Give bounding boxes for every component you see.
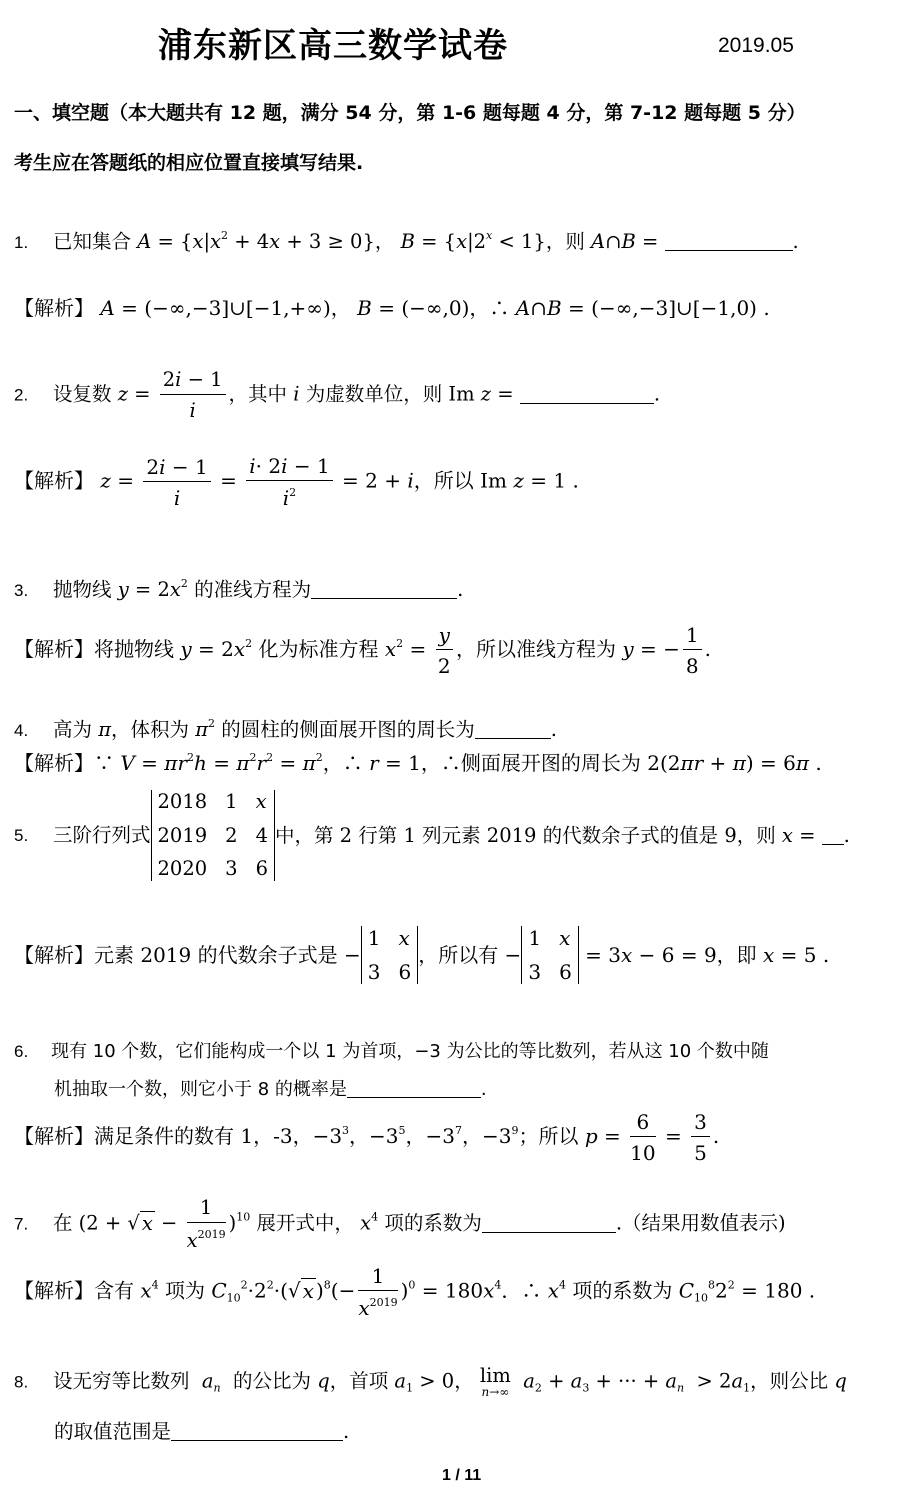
solution-label: 【解析】 — [14, 943, 94, 967]
solution-label: 【解析】 — [14, 296, 94, 320]
solution-1: 【解析】 A = (−∞,−3]∪[−1,+∞)， B = (−∞,0)，∴ A∩B = (−∞,−3]∪[−1,0) . — [14, 296, 770, 320]
solution-6: 【解析】满足条件的数有 1，-3，$-3^3$，$-3^5$，$-3^7$，$-3^9$；所以 p = $\frac{6}{10}$ = $\frac{3}{5}$ . — [14, 1110, 720, 1165]
answer-blank — [171, 1422, 343, 1441]
answer-blank — [475, 720, 551, 739]
page-number: 1 / 11 — [442, 1467, 482, 1484]
answer-blank — [520, 385, 654, 404]
question-8-line-2: 的取值范围是 . — [54, 1420, 350, 1443]
question-4: 4. 高为 π，体积为 $\pi^2$ 的圆柱的侧面展开图的周长为 . — [14, 717, 557, 741]
solution-7: 【解析】含有 $x^4$ 项为 $C_{10}^2\cdot 2^2\cdot(√$ x )$^8$(− $\frac{1}{x^{2019}}$ )$^0 = 180x^4$．∴ $x^4$ 项的系数为 $C_{10}^82^2 = 180$ . — [14, 1264, 816, 1320]
section-heading: 一、填空题（本大题共有 12 题，满分 54 分，第 1-6 题每题 4 分，第 7-12 题每题 5 分） — [14, 102, 806, 124]
question-number: 2. — [14, 385, 29, 405]
answer-blank — [347, 1079, 481, 1098]
determinant-2x2: 1 x 3 6 — [521, 926, 578, 984]
solution-3: 【解析】将抛物线 $y = 2x^2$ 化为标准方程 $x^2$ = $\frac{y}{2}$ ，所以准线方程为 y = − $\frac{1}{8}$ . — [14, 623, 711, 678]
question-6-line-2: 机抽取一个数，则它小于 8 的概率是 . — [54, 1079, 487, 1100]
question-number: 7. — [14, 1214, 29, 1234]
solution-2: 【解析】 z = $\frac{2i - 1}{i}$ = $\frac{i\cdot 2i - 1}{i^2}$ = 2 + i，所以 Im z = 1 . — [14, 454, 579, 510]
determinant-3x3: 2018 1 x 2019 2 4 2020 3 6 — [151, 790, 275, 881]
solution-label: 【解析】 — [14, 1278, 94, 1303]
question-number: 1. — [14, 233, 29, 252]
question-7: 7. 在 (2 + √ x − $\frac{1}{x^{2019}}$ )$^{10}$ 展开式中， $x^4$ 项的系数为 .（结果用数值表示) — [14, 1196, 786, 1252]
answer-blank — [822, 826, 844, 845]
exam-date: 2019.05 — [718, 34, 794, 57]
page-title: 浦东新区高三数学试卷 — [158, 26, 508, 66]
question-1: 1. 已知集合 $A = \{x|x^2 + 4x + 3 \ge 0\}$， $B = \{x|2^x < 1\}$，则 A∩B = . — [14, 229, 799, 253]
question-6 — [14, 1043, 769, 1061]
question-number: 4. — [14, 721, 29, 740]
question-text: 现有 10 个数，它们能构成一个以 1 为首项，−3 为公比的等比数列，若从这 10 个数中随 — [51, 1041, 769, 1062]
determinant-2x2: 1 x 3 6 — [361, 926, 418, 984]
answer-blank — [311, 580, 457, 599]
question-3: 3. 抛物线 $y = 2x^2$ 的准线方程为 . — [14, 577, 464, 601]
solution-label: 【解析】 — [14, 468, 94, 493]
question-5: 5. 三阶行列式 2018 1 x 2019 2 4 2020 3 6 中，第 2 行第 1 列元素 2019 的代数余子式的值是 9，则 x = . — [14, 790, 850, 880]
section-instruction: 考生应在答题纸的相应位置直接填写结果. — [14, 152, 364, 174]
solution-5: 【解析】元素 2019 的代数余子式是 − 1 x 3 6 ，所以有 − 1 x 3 6 = 3x − 6 = 9，即 x = 5 . — [14, 926, 830, 984]
solution-label: 【解析】 — [14, 1124, 94, 1148]
solution-label: 【解析】 — [14, 751, 94, 775]
question-number: 6. — [14, 1042, 29, 1061]
question-8: 8. 设无穷等比数列 $a_n$ 的公比为 q，首项 $a_1 > 0$， lim n→∞ $a_2 + a_3$ + ··· + $a_n > 2a_1$，则公比 q — [14, 1364, 847, 1399]
answer-blank — [482, 1214, 616, 1233]
answer-blank — [665, 232, 793, 251]
question-number: 5. — [14, 825, 29, 845]
question-number: 3. — [14, 581, 29, 600]
question-2: 2. 设复数 z = $\frac{2i - 1}{i}$ ，其中 i 为虚数单位，则 Im z = . — [14, 368, 661, 422]
solution-label: 【解析】 — [14, 637, 94, 661]
solution-4: 【解析】∵ $V = \pi r^2h = \pi^2r^2 = \pi^2$，∴ r = 1，∴侧面展开图的周长为 2(2πr + π) = 6π . — [14, 751, 822, 775]
question-number: 8. — [14, 1372, 29, 1392]
